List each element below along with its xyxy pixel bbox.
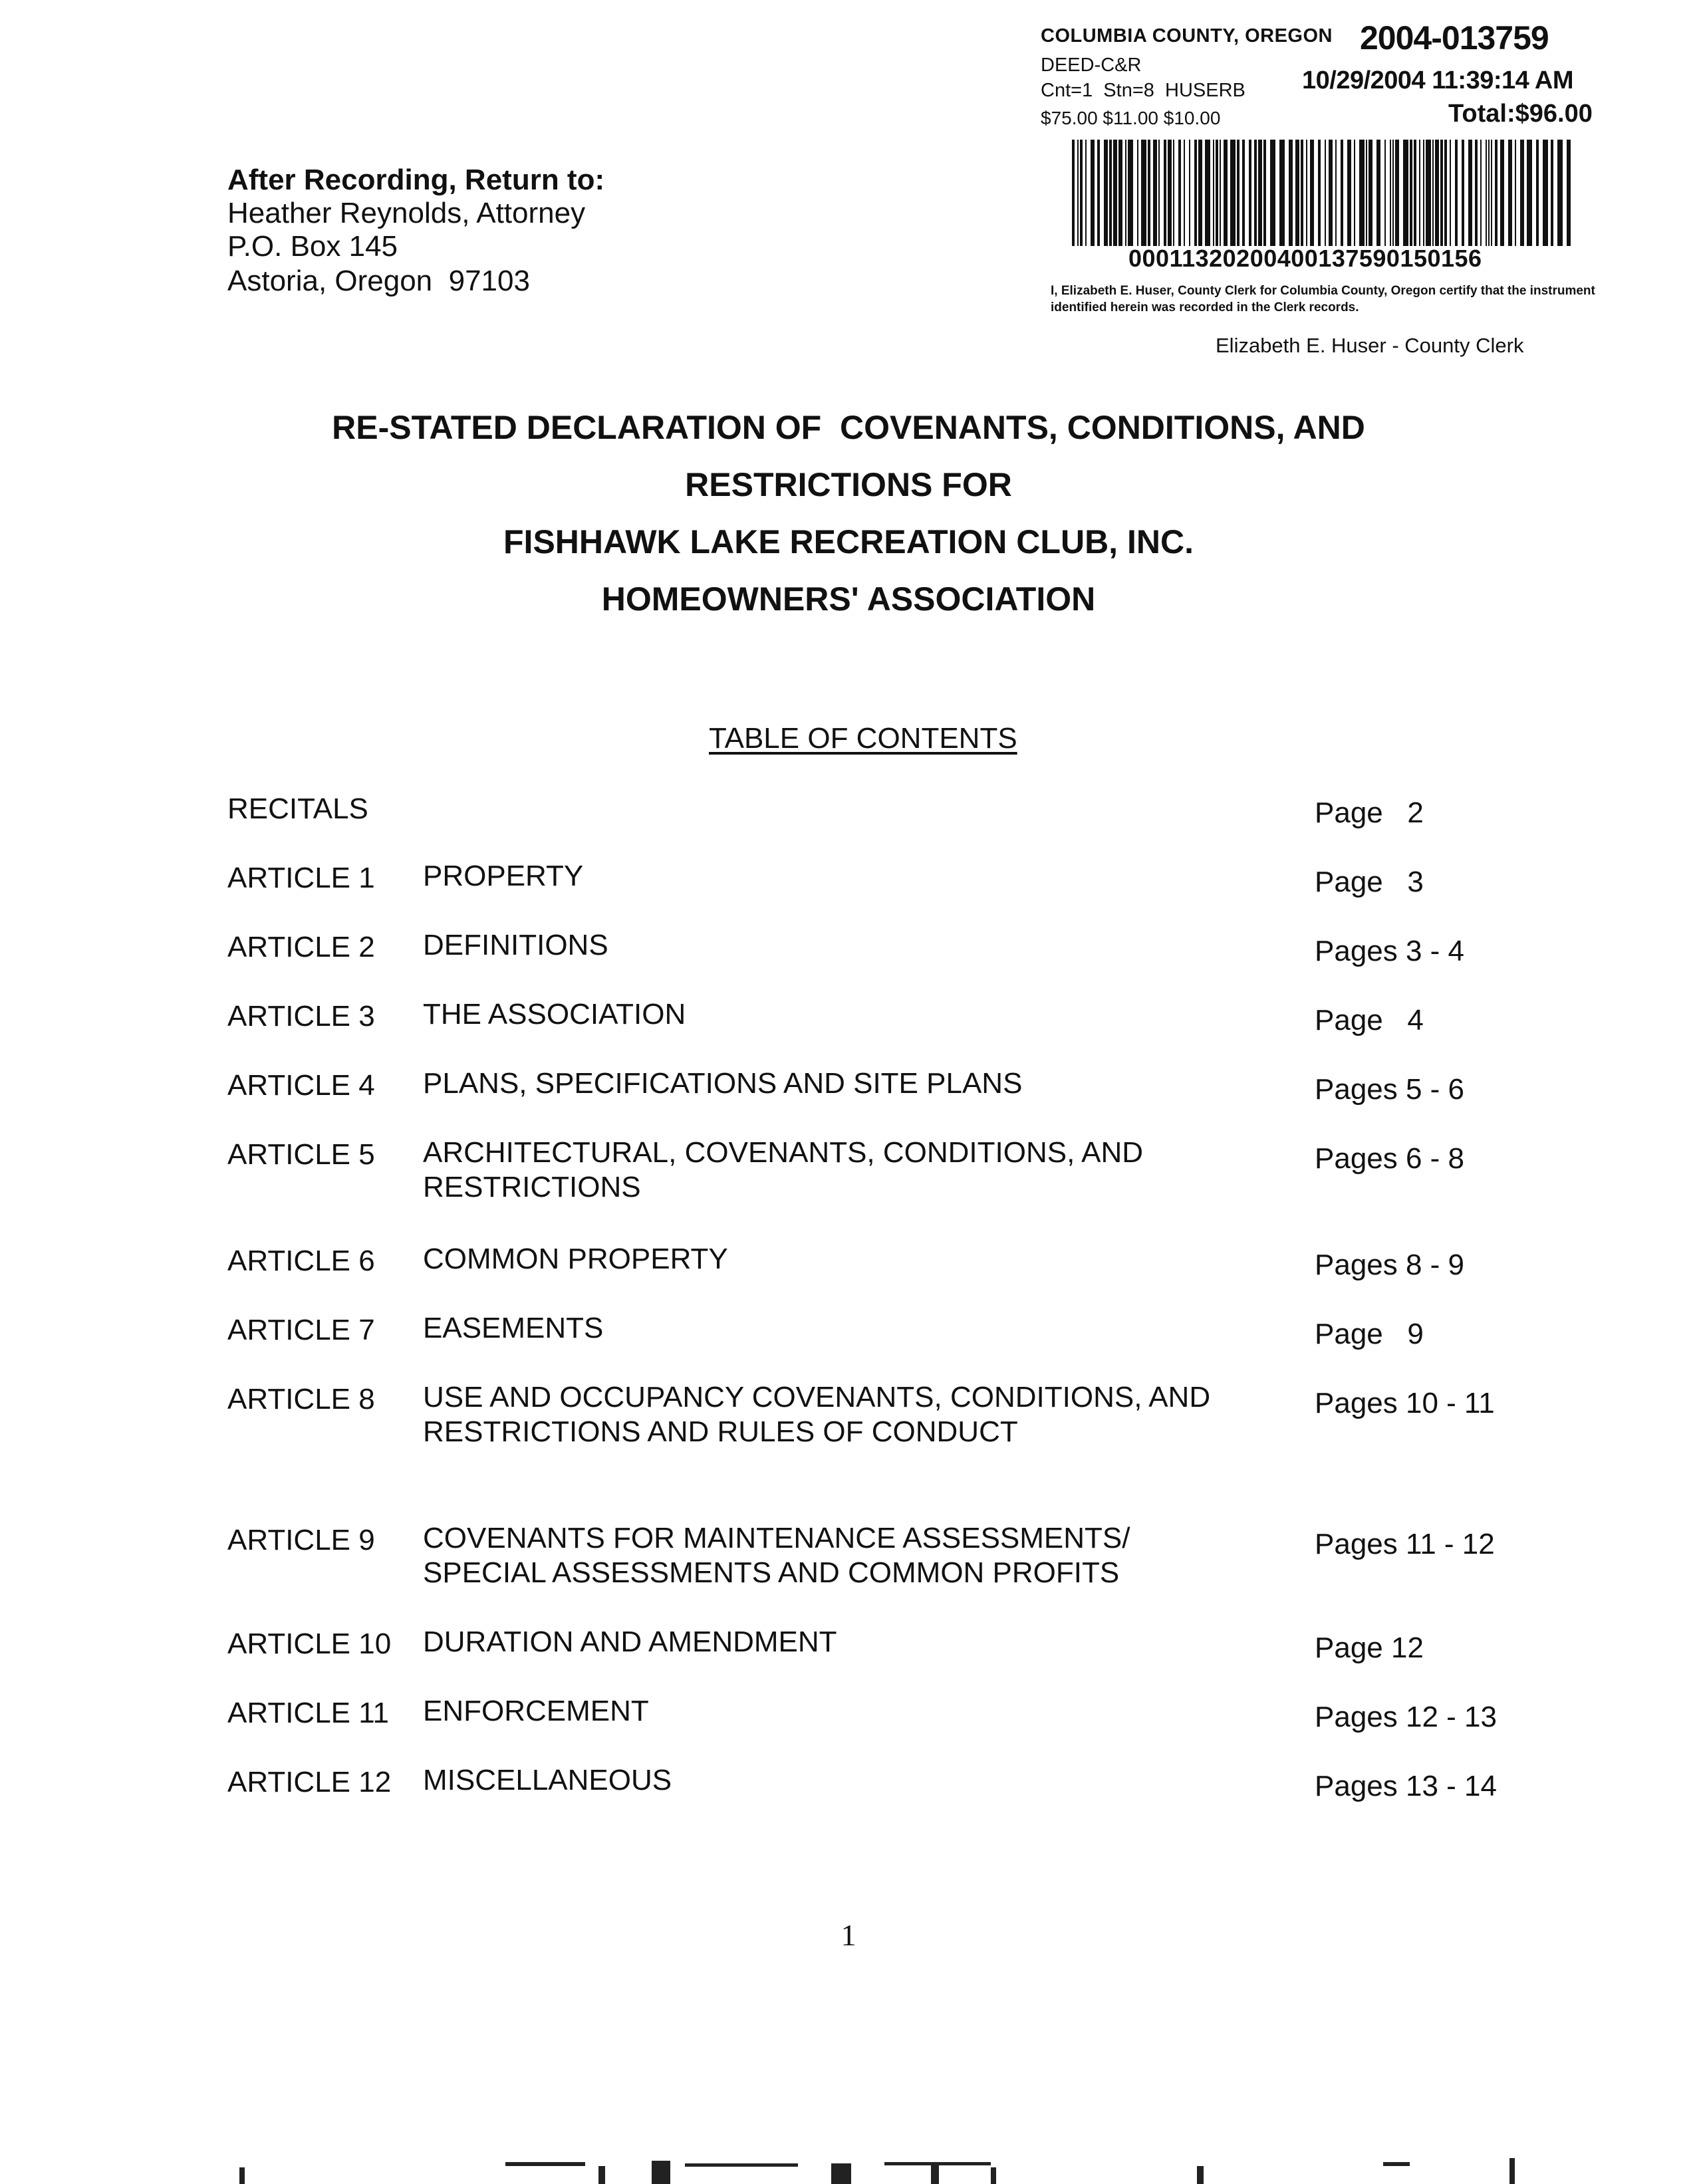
barcode-bar	[1125, 140, 1126, 246]
toc-article-label: ARTICLE 10	[227, 1628, 392, 1660]
toc-heading: TABLE OF CONTENTS	[709, 722, 1017, 755]
barcode-bar	[1310, 140, 1314, 246]
barcode-bar	[1520, 140, 1524, 246]
barcode-bar	[1184, 140, 1185, 246]
barcode-bar	[1178, 140, 1181, 246]
barcode-bar	[1141, 140, 1146, 246]
toc-article-title: PROPERTY	[423, 860, 584, 892]
barcode-bar	[1153, 140, 1157, 246]
toc-pages: Pages 6 - 8	[1315, 1142, 1465, 1175]
barcode-bar	[1488, 140, 1490, 246]
barcode-bar	[1249, 140, 1251, 246]
barcode-bar	[1341, 140, 1343, 246]
barcode-bar	[1158, 140, 1160, 246]
barcode-bar	[1085, 140, 1087, 246]
barcode-bar	[1080, 140, 1083, 246]
barcode-bar	[1254, 140, 1257, 246]
barcode-bar	[1258, 140, 1262, 246]
toc-article-label: ARTICLE 12	[227, 1766, 392, 1798]
barcode-bar	[1444, 140, 1447, 246]
stamp-document-type: DEED-C&R	[1041, 55, 1142, 76]
barcode-bar	[1347, 140, 1351, 246]
return-to-city: Astoria, Oregon 97103	[227, 265, 530, 297]
clerk-certification: I, Elizabeth E. Huser, County Clerk for Columbia County, Oregon certify that the instrument identified herein was recorded in the Clerk records.	[1051, 284, 1595, 314]
toc-pages: Pages 8 - 9	[1315, 1249, 1465, 1281]
barcode-bar	[1329, 140, 1333, 246]
stamp-count-line: Cnt=1 Stn=8 HUSERB	[1041, 80, 1245, 101]
barcode-bar	[1325, 140, 1326, 246]
barcode-bar	[1515, 140, 1516, 246]
toc-article-label: ARTICLE 8	[227, 1383, 375, 1415]
toc-article-label: RECITALS	[227, 792, 368, 825]
barcode-bar	[1198, 140, 1202, 246]
barcode-bar	[1230, 140, 1236, 246]
toc-pages: Page 2	[1315, 796, 1424, 829]
barcode-bar	[1097, 140, 1100, 246]
return-to-po-box: P.O. Box 145	[227, 230, 398, 263]
toc-article-label: ARTICLE 9	[227, 1524, 375, 1556]
barcode-bar	[1395, 140, 1399, 246]
barcode-bar	[1242, 140, 1245, 246]
barcode-bar	[1173, 140, 1174, 246]
return-to-heading: After Recording, Return to:	[227, 164, 605, 196]
toc-article-title: COVENANTS FOR MAINTENANCE ASSESSMENTS/ SPECIAL ASSESSMENTS AND COMMON PROFITS	[423, 1522, 1130, 1589]
barcode-bar	[1128, 140, 1133, 246]
barcode-bar	[1369, 140, 1372, 246]
barcode-bar	[1403, 140, 1408, 246]
barcode-bar	[1376, 140, 1380, 246]
barcode-bar	[1495, 140, 1498, 246]
barcode-bar	[1148, 140, 1150, 246]
barcode-bar	[1491, 140, 1492, 246]
return-to-name: Heather Reynolds, Attorney	[227, 197, 586, 229]
toc-pages: Page 4	[1315, 1004, 1424, 1036]
toc-article-label: ARTICLE 7	[227, 1314, 375, 1346]
barcode-bar	[1164, 140, 1166, 246]
barcode-bar	[1419, 140, 1420, 246]
barcode-bar	[1109, 140, 1112, 246]
page-number: 1	[841, 1918, 856, 1952]
barcode-bar	[1306, 140, 1307, 246]
toc-pages: Pages 10 - 11	[1315, 1387, 1495, 1419]
document-title-line-3: FISHHAWK LAKE RECREATION CLUB, INC.	[503, 523, 1194, 560]
barcode-bar	[1508, 140, 1512, 246]
barcode-bar	[1486, 140, 1487, 246]
barcode-bar	[1168, 140, 1172, 246]
barcode-bar	[1455, 140, 1458, 246]
barcode-bar	[1263, 140, 1266, 246]
barcode-bar	[1440, 140, 1443, 246]
barcode-bar	[1137, 140, 1138, 246]
barcode-bar	[1289, 140, 1293, 246]
toc-article-label: ARTICLE 11	[227, 1697, 389, 1729]
barcode-bar	[1410, 140, 1412, 246]
toc-article-title: DEFINITIONS	[423, 929, 608, 961]
stamp-datetime: 10/29/2004 11:39:14 AM	[1302, 66, 1574, 94]
barcode-bar	[1113, 140, 1117, 246]
document-title-line-1: RE-STATED DECLARATION OF COVENANTS, CONDITIONS, AND	[332, 409, 1365, 446]
barcode-bar	[1072, 140, 1075, 246]
barcode-bar	[1384, 140, 1386, 246]
barcode-bar	[1118, 140, 1122, 246]
barcode-image	[1072, 140, 1571, 246]
toc-pages: Page 3	[1315, 866, 1424, 898]
document-title-line-4: HOMEOWNERS' ASSOCIATION	[601, 580, 1096, 618]
toc-pages: Pages 13 - 14	[1315, 1770, 1497, 1802]
barcode-bar	[1423, 140, 1424, 246]
toc-article-title: COMMON PROPERTY	[423, 1243, 728, 1275]
toc-article-label: ARTICLE 3	[227, 1000, 375, 1032]
barcode-bar	[1414, 140, 1416, 246]
barcode-bar	[1220, 140, 1221, 246]
barcode-bar	[1194, 140, 1197, 246]
barcode-bar	[1213, 140, 1214, 246]
toc-pages: Page 12	[1315, 1632, 1424, 1664]
barcode-bar	[1205, 140, 1210, 246]
scan-artifact	[0, 2154, 1697, 2184]
barcode-bar	[1301, 140, 1303, 246]
barcode-bar	[1335, 140, 1337, 246]
barcode-bar	[1354, 140, 1355, 246]
barcode-bar	[1527, 140, 1532, 246]
toc-pages: Pages 11 - 12	[1315, 1528, 1495, 1560]
stamp-fees: $75.00 $11.00 $10.00	[1041, 108, 1221, 128]
toc-article-label: ARTICLE 1	[227, 862, 375, 894]
barcode-bar	[1318, 140, 1321, 246]
barcode-bar	[1557, 140, 1563, 246]
document-title-line-2: RESTRICTIONS FOR	[685, 466, 1012, 503]
toc-article-title: DURATION AND AMENDMENT	[423, 1626, 837, 1658]
stamp-county: COLUMBIA COUNTY, OREGON	[1041, 25, 1333, 47]
barcode-bar	[1435, 140, 1439, 246]
barcode-bar	[1432, 140, 1434, 246]
barcode-bar	[1270, 140, 1275, 246]
toc-pages: Pages 5 - 6	[1315, 1073, 1465, 1106]
barcode-bar	[1359, 140, 1365, 246]
barcode-bar	[1189, 140, 1190, 246]
barcode-bar	[1450, 140, 1451, 246]
barcode-bar	[1224, 140, 1228, 246]
barcode-bar	[1567, 140, 1571, 246]
barcode-bar	[1077, 140, 1079, 246]
barcode-bar	[1462, 140, 1464, 246]
toc-article-label: ARTICLE 6	[227, 1245, 375, 1277]
toc-article-label: ARTICLE 4	[227, 1069, 375, 1102]
toc-article-title: PLANS, SPECIFICATIONS AND SITE PLANS	[423, 1067, 1023, 1100]
toc-article-title: THE ASSOCIATION	[423, 998, 686, 1031]
toc-pages: Pages 3 - 4	[1315, 935, 1465, 967]
barcode-bar	[1104, 140, 1108, 246]
toc-article-title: ARCHITECTURAL, COVENANTS, CONDITIONS, AND RESTRICTIONS	[423, 1136, 1144, 1203]
barcode-bar	[1295, 140, 1299, 246]
toc-article-label: ARTICLE 5	[227, 1138, 375, 1171]
toc-pages: Page 9	[1315, 1318, 1424, 1350]
barcode-bar	[1279, 140, 1285, 246]
stamp-total: Total:$96.00	[1448, 100, 1593, 128]
toc-article-title: USE AND OCCUPANCY COVENANTS, CONDITIONS, AND RESTRICTIONS AND RULES OF CONDUCT	[423, 1381, 1211, 1448]
toc-article-title: ENFORCEMENT	[423, 1695, 649, 1727]
barcode-bar	[1390, 140, 1391, 246]
toc-article-title: MISCELLANEOUS	[423, 1764, 672, 1796]
clerk-name: Elizabeth E. Huser - County Clerk	[1216, 334, 1524, 357]
barcode-bar	[1216, 140, 1218, 246]
toc-article-label: ARTICLE 2	[227, 931, 375, 963]
barcode-bar	[1392, 140, 1394, 246]
barcode-bar	[1543, 140, 1548, 246]
barcode-bar	[1480, 140, 1482, 246]
barcode-bar	[1500, 140, 1504, 246]
toc-article-title: EASEMENTS	[423, 1312, 604, 1344]
stamp-document-number: 2004-013759	[1360, 19, 1549, 57]
barcode-bar	[1536, 140, 1539, 246]
toc-pages: Pages 12 - 13	[1315, 1701, 1497, 1733]
barcode-number: 00011320200400137590150156	[1128, 245, 1482, 272]
barcode-bar	[1468, 140, 1472, 246]
barcode-bar	[1091, 140, 1095, 246]
barcode-bar	[1426, 140, 1431, 246]
barcode-bar	[1366, 140, 1367, 246]
barcode-bar	[1475, 140, 1478, 246]
barcode-bar	[1237, 140, 1240, 246]
barcode-bar	[1551, 140, 1553, 246]
